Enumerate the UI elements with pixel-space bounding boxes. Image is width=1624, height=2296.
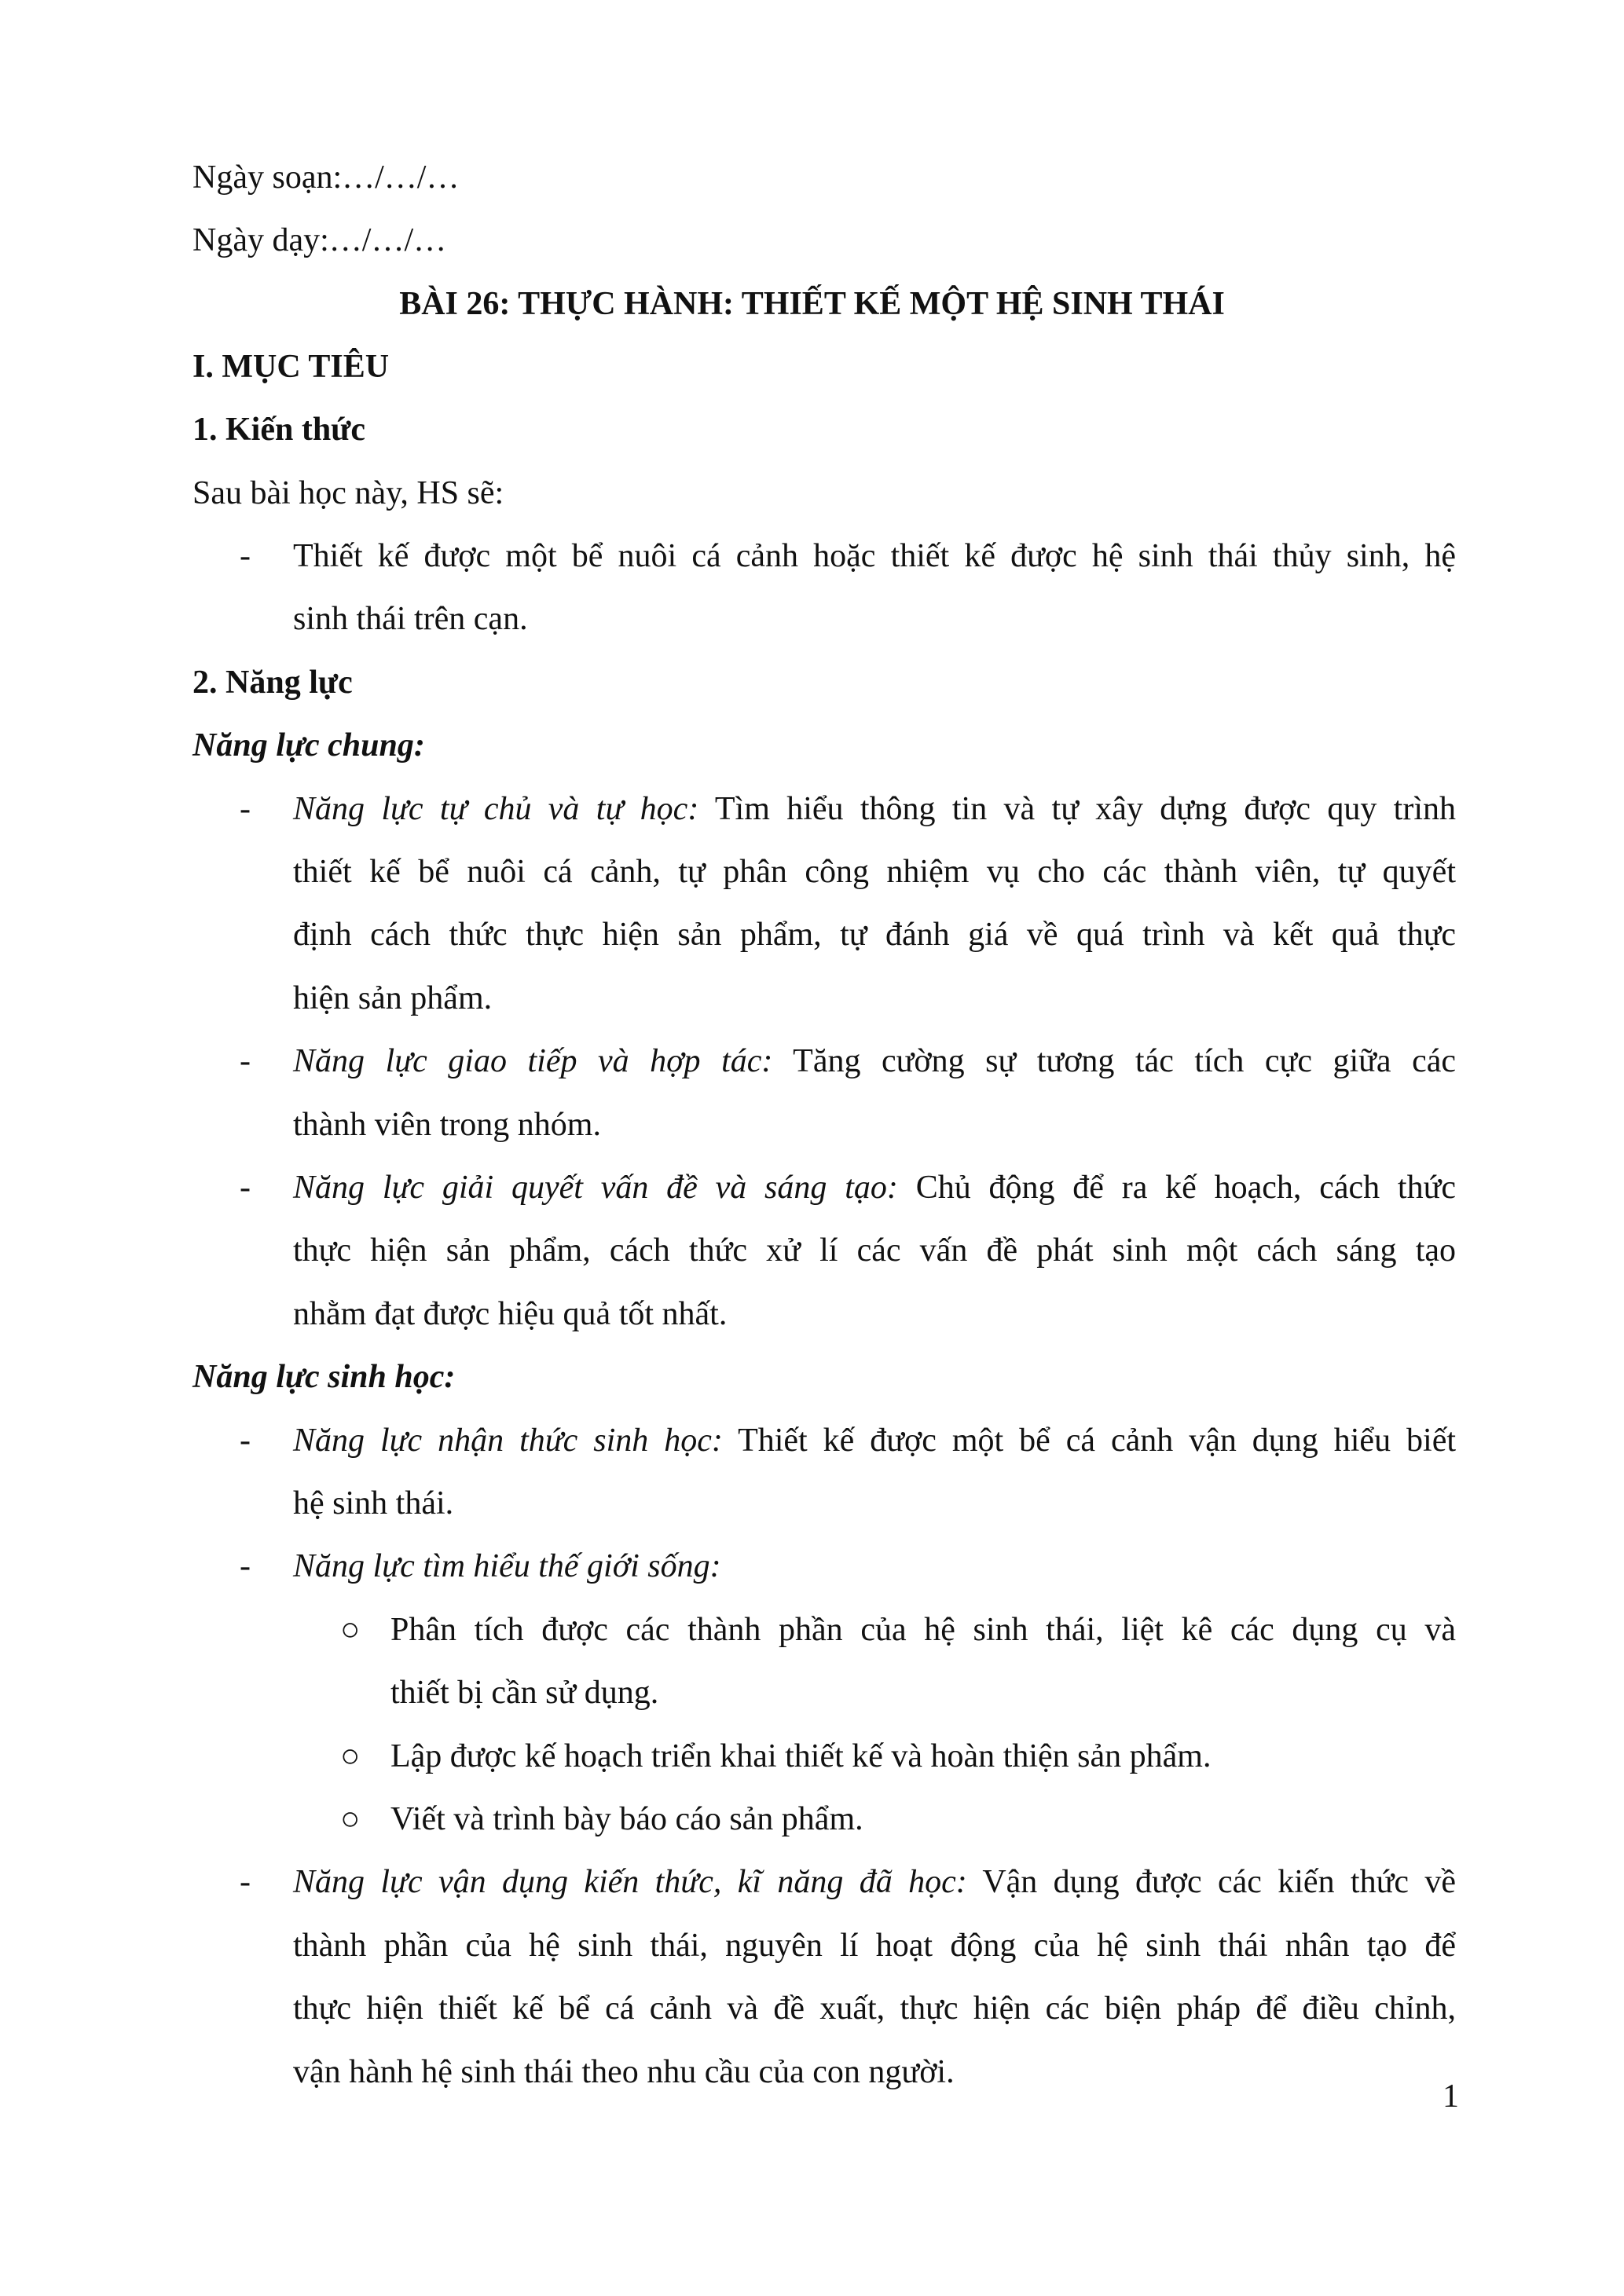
bullet-dash: - bbox=[240, 1423, 251, 1459]
general-item-1-line: định cách thức thực hiện sản phẩm, tự đánh giá về quá trình và kết quả thực bbox=[293, 917, 1456, 953]
biology-item-3-line: vận hành hệ sinh thái theo nhu cầu của con người. bbox=[293, 2054, 955, 2090]
biology-subitem-line: Lập được kế hoạch triển khai thiết kế và hoàn thiện sản phẩm. bbox=[390, 1738, 1212, 1774]
bullet-circle: ○ bbox=[340, 1612, 361, 1648]
biology-competency-heading: Năng lực sinh học: bbox=[192, 1359, 456, 1395]
general-item-2-line: thành viên trong nhóm. bbox=[293, 1107, 601, 1143]
item-text: Chủ động để ra kế hoạch, cách thức bbox=[915, 1170, 1457, 1206]
general-item-1-line: thiết kế bể nuôi cá cảnh, tự phân công nhiệm vụ cho các thành viên, tự quyết bbox=[293, 854, 1456, 890]
item-label: Năng lực giao tiếp và hợp tác: bbox=[293, 1043, 773, 1079]
bullet-dash: - bbox=[240, 1170, 251, 1206]
teach-date: Ngày dạy:…/…/… bbox=[192, 222, 447, 258]
biology-item-3-line: thực hiện thiết kế bể cá cảnh và đề xuất, thực hiện các biện pháp để điều chỉnh, bbox=[293, 1990, 1456, 2027]
general-item-1-line: hiện sản phẩm. bbox=[293, 980, 493, 1016]
biology-subitem-line: Viết và trình bày báo cáo sản phẩm. bbox=[390, 1801, 863, 1837]
general-competency-heading: Năng lực chung: bbox=[192, 727, 425, 764]
item-label: Năng lực giải quyết vấn đề và sáng tạo: bbox=[293, 1170, 898, 1206]
page-number: 1 bbox=[1443, 2078, 1459, 2115]
item-text: Vận dụng được các kiến thức về bbox=[982, 1864, 1456, 1900]
biology-item-3-line: thành phần của hệ sinh thái, nguyên lí hoạt động của hệ sinh thái nhân tạo để bbox=[293, 1928, 1456, 1964]
bullet-dash: - bbox=[240, 538, 251, 574]
bullet-dash: - bbox=[240, 791, 251, 827]
knowledge-bullet-line: sinh thái trên cạn. bbox=[293, 601, 528, 637]
item-label: Năng lực vận dụng kiến thức, kĩ năng đã học: bbox=[293, 1864, 967, 1900]
item-text: Tìm hiểu thông tin và tự xây dựng được quy trình bbox=[714, 791, 1456, 827]
item-label: Năng lực nhận thức sinh học: bbox=[293, 1423, 723, 1459]
item-label: Năng lực tự chủ và tự học: bbox=[293, 791, 699, 827]
general-item-3-line: thực hiện sản phẩm, cách thức xử lí các vấn đề phát sinh một cách sáng tạo bbox=[293, 1232, 1456, 1269]
knowledge-bullet-line: Thiết kế được một bể nuôi cá cảnh hoặc thiết kế được hệ sinh thái thủy sinh, hệ bbox=[293, 538, 1456, 574]
biology-item-1-line: hệ sinh thái. bbox=[293, 1485, 454, 1522]
knowledge-intro: Sau bài học này, HS sẽ: bbox=[192, 475, 504, 511]
lesson-title: BÀI 26: THỰC HÀNH: THIẾT KẾ MỘT HỆ SINH THÁI bbox=[399, 286, 1225, 322]
biology-item-3-line bbox=[293, 1866, 1456, 1899]
bullet-circle: ○ bbox=[340, 1738, 361, 1774]
subheading-competency: 2. Năng lực bbox=[192, 665, 353, 701]
subheading-knowledge: 1. Kiến thức bbox=[192, 412, 366, 448]
bullet-dash: - bbox=[240, 1548, 251, 1584]
biology-subitem-line: Phân tích được các thành phần của hệ sinh thái, liệt kê các dụng cụ và bbox=[390, 1612, 1456, 1648]
item-text: Thiết kế được một bể cá cảnh vận dụng hiểu biết bbox=[738, 1423, 1456, 1459]
section-heading-objectives: I. MỤC TIÊU bbox=[192, 349, 390, 385]
biology-item-2-label: Năng lực tìm hiểu thế giới sống: bbox=[293, 1548, 721, 1584]
biology-item-1-line bbox=[293, 1424, 1456, 1457]
general-item-3-line: nhằm đạt được hiệu quả tốt nhất. bbox=[293, 1296, 728, 1332]
bullet-circle: ○ bbox=[340, 1801, 361, 1837]
item-text: Tăng cường sự tương tác tích cực giữa các bbox=[793, 1043, 1457, 1079]
general-item-1-line bbox=[293, 793, 1456, 826]
general-item-3-line bbox=[293, 1171, 1456, 1204]
bullet-dash: - bbox=[240, 1864, 251, 1900]
biology-subitem-line: thiết bị cần sử dụng. bbox=[390, 1675, 659, 1711]
prep-date: Ngày soạn:…/…/… bbox=[192, 159, 460, 196]
general-item-2-line bbox=[293, 1045, 1456, 1078]
bullet-dash: - bbox=[240, 1043, 251, 1079]
